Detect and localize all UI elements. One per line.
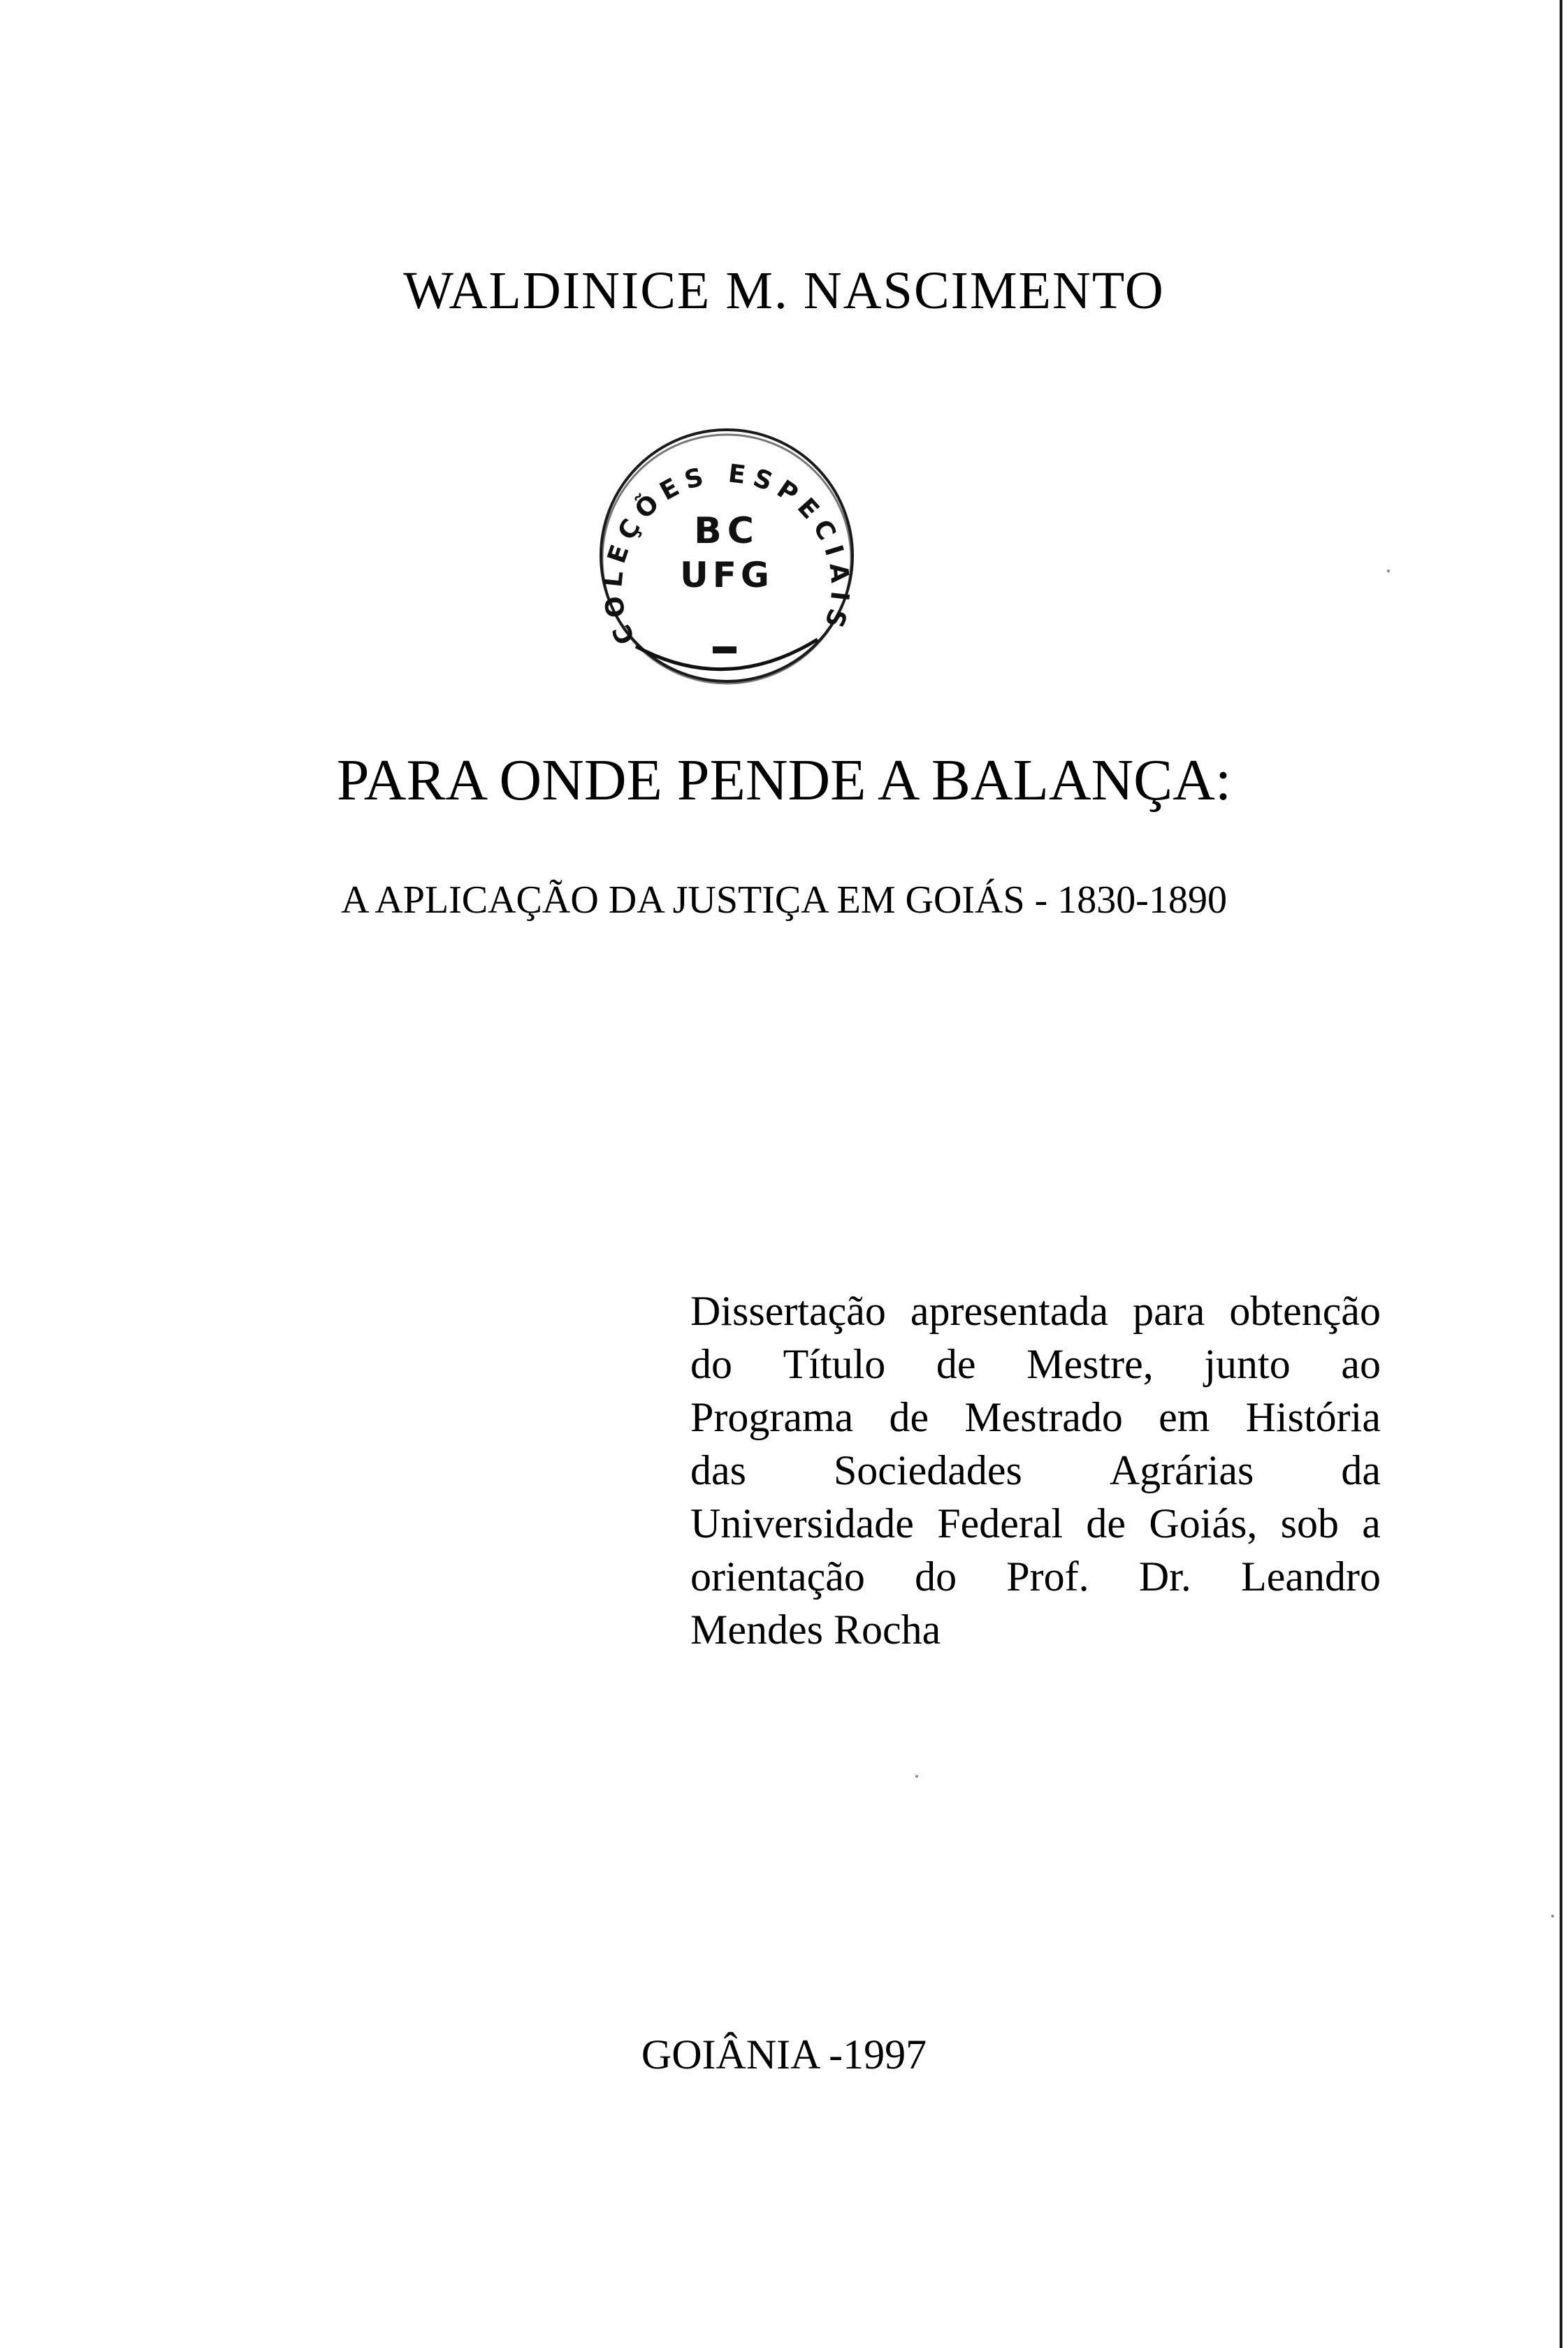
word: Dr. xyxy=(1138,1553,1191,1600)
scan-edge-line xyxy=(1560,0,1562,2348)
statement-line xyxy=(690,1284,1381,1338)
author-name: WALDINICE M. NASCIMENTO xyxy=(403,261,1165,320)
word: Prof. xyxy=(1006,1553,1089,1600)
word: de xyxy=(1086,1500,1126,1546)
word: Programa xyxy=(690,1394,854,1440)
statement-line xyxy=(690,1603,1381,1656)
scan-speck xyxy=(1551,1915,1554,1918)
statement-line xyxy=(690,1497,1381,1550)
word: de xyxy=(889,1394,929,1440)
thesis-subtitle: A APLICAÇÃO DA JUSTIÇA EM GOIÁS - 1830-1890 xyxy=(341,878,1227,922)
word: apresentada xyxy=(910,1288,1109,1334)
word: Sociedades xyxy=(833,1447,1022,1493)
word: de xyxy=(936,1341,976,1387)
word: das xyxy=(690,1447,746,1493)
word: sob xyxy=(1280,1500,1339,1546)
word: Mendes xyxy=(690,1607,823,1653)
word: ao xyxy=(1341,1341,1381,1387)
word: da xyxy=(1341,1447,1381,1493)
word: Agrárias xyxy=(1109,1447,1254,1493)
place-and-year: GOIÂNIA -1997 xyxy=(641,2031,927,2078)
statement-line xyxy=(690,1391,1381,1444)
thesis-title: PARA ONDE PENDE A BALANÇA: xyxy=(336,748,1232,813)
stamp-ring-text: COLEÇÕES ESPECIAIS xyxy=(598,459,855,648)
word: para xyxy=(1133,1288,1205,1334)
word: do xyxy=(690,1341,732,1387)
library-stamp xyxy=(580,416,873,695)
word: Universidade xyxy=(690,1500,914,1546)
word: Mestrado xyxy=(964,1394,1123,1440)
statement-line xyxy=(690,1444,1381,1497)
stamp-ufg-text: UFG xyxy=(680,555,774,595)
word: Leandro xyxy=(1241,1553,1381,1600)
word: Mestre, xyxy=(1026,1341,1154,1387)
word: Título xyxy=(783,1341,886,1387)
stamp-bc-text: BC xyxy=(694,510,760,552)
word: junto xyxy=(1204,1341,1291,1387)
statement-line xyxy=(690,1550,1381,1603)
word: Goiás, xyxy=(1149,1500,1258,1546)
word: Dissertação xyxy=(690,1288,886,1334)
word: Rocha xyxy=(833,1607,941,1653)
word: História xyxy=(1245,1394,1381,1440)
scan-speck xyxy=(915,1775,918,1778)
word: em xyxy=(1159,1394,1210,1440)
word: orientação xyxy=(690,1553,865,1600)
word: do xyxy=(915,1553,957,1600)
word: a xyxy=(1362,1500,1381,1546)
word: Federal xyxy=(937,1500,1064,1546)
dissertation-statement xyxy=(690,1284,1381,1656)
scan-speck xyxy=(1387,570,1390,572)
word: obtenção xyxy=(1229,1288,1381,1334)
statement-line xyxy=(690,1338,1381,1391)
